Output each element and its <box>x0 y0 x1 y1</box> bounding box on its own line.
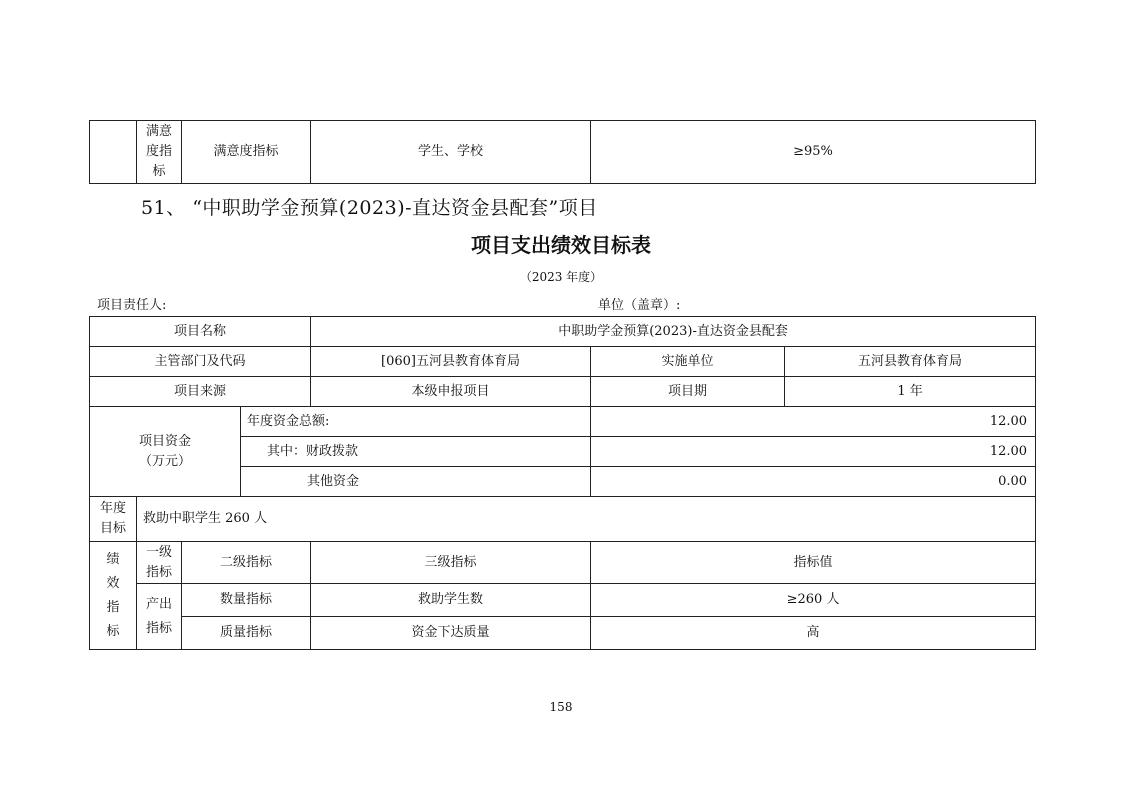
row2-level2: 质量指标 <box>182 617 311 650</box>
funds-label: 项目资金 <box>138 433 191 449</box>
period-value: 1 年 <box>785 377 1036 407</box>
h-value: 指标值 <box>591 542 1036 584</box>
output-label-cell <box>137 584 182 650</box>
fiscal-label: 其中：财政拨款 <box>241 437 591 467</box>
annual-goal-label: 年度目标 <box>100 501 127 536</box>
dept-label: 主管部门及代码 <box>90 347 311 377</box>
perf-label-cell <box>90 542 137 650</box>
top-indicator-cell: 学生、学校 <box>311 121 591 184</box>
table-row <box>90 617 1036 650</box>
h-level1: 一级指标 <box>146 544 173 580</box>
annual-goal-label-cell <box>90 497 137 542</box>
impl-value: 五河县教育体育局 <box>785 347 1036 377</box>
row1-value: ≥260 人 <box>591 584 1036 617</box>
page-number: 158 <box>549 700 573 714</box>
perf-label: 绩效指标 <box>106 551 120 639</box>
table-row <box>90 121 1036 184</box>
project-name-value: 中职助学金预算(2023)-直达资金县配套 <box>311 317 1036 347</box>
row2-level3: 资金下达质量 <box>311 617 591 650</box>
top-level1-cell <box>90 121 137 184</box>
fiscal-value: 12.00 <box>591 437 1036 467</box>
section-heading: 51、 “中职助学金预算(2023)-直达资金县配套”项目 <box>141 197 598 219</box>
top-level2-text: 满意度指标 <box>146 124 173 179</box>
annual-total-label: 年度资金总额: <box>241 407 591 437</box>
top-value-cell: ≥95% <box>591 121 1036 184</box>
other-funds-value: 0.00 <box>591 467 1036 497</box>
form-title: 项目支出绩效目标表 <box>471 233 651 257</box>
satisfaction-table <box>89 120 1036 184</box>
row2-value: 高 <box>591 617 1036 650</box>
source-value: 本级申报项目 <box>311 377 591 407</box>
row1-level2: 数量指标 <box>182 584 311 617</box>
annual-goal-value: 救助中职学生 260 人 <box>137 497 1036 542</box>
funds-unit: （万元） <box>138 453 191 469</box>
table-row <box>90 317 1036 347</box>
output-label: 产出指标 <box>146 596 173 636</box>
annual-total-value: 12.00 <box>591 407 1036 437</box>
funds-label-cell <box>90 407 241 497</box>
period-label: 项目期 <box>591 377 785 407</box>
table-row <box>90 542 1036 584</box>
project-name-label: 项目名称 <box>90 317 311 347</box>
h-level2: 二级指标 <box>182 542 311 584</box>
table-row <box>90 497 1036 542</box>
source-label: 项目来源 <box>90 377 311 407</box>
unit-seal-label: 单位（盖章）: <box>598 298 681 313</box>
impl-label: 实施单位 <box>591 347 785 377</box>
top-level3-cell: 满意度指标 <box>182 121 311 184</box>
table-row <box>90 347 1036 377</box>
row1-level3: 救助学生数 <box>311 584 591 617</box>
other-funds-label: 其他资金 <box>241 467 591 497</box>
h-level3: 三级指标 <box>311 542 591 584</box>
performance-goal-table <box>89 316 1036 650</box>
dept-value: [060]五河县教育体育局 <box>311 347 591 377</box>
responsible-label: 项目责任人: <box>97 298 167 313</box>
form-year: （2023 年度） <box>519 270 603 284</box>
top-level2-cell <box>137 121 182 184</box>
table-row <box>90 407 1036 437</box>
table-row <box>90 584 1036 617</box>
h-level1-cell <box>137 542 182 584</box>
table-row <box>90 377 1036 407</box>
